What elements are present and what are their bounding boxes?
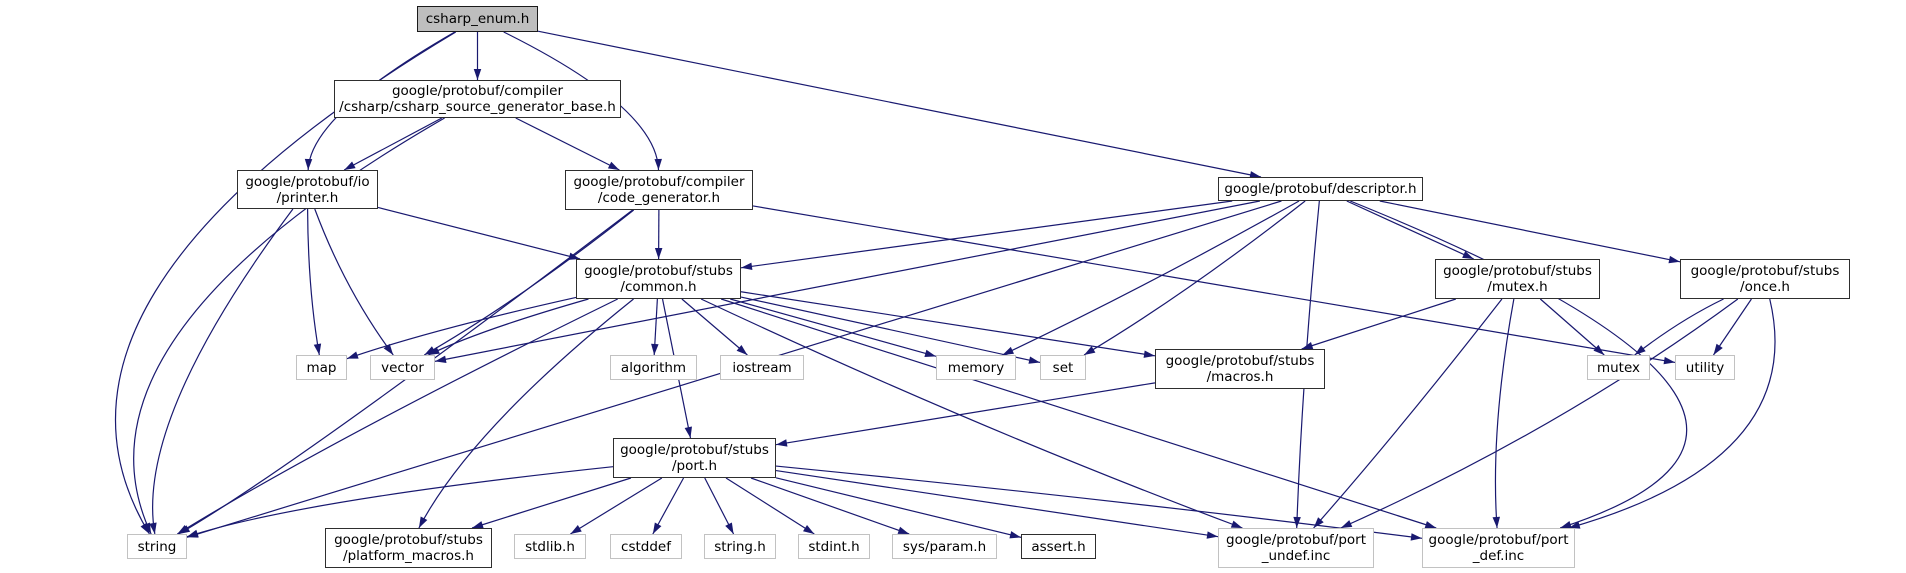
node-label: /once.h	[1740, 279, 1790, 295]
include-edge-onceh-to-def	[1569, 299, 1775, 528]
arrowhead	[1341, 520, 1353, 528]
include-edge-port-to-stdinth	[726, 478, 814, 534]
include-edge-common-to-memory	[730, 299, 936, 356]
node-label: csharp_enum.h	[425, 11, 530, 27]
include-edge-port-to-platform	[472, 478, 631, 528]
node-label: google/protobuf/compiler	[573, 174, 745, 190]
arrowhead	[570, 525, 581, 534]
node-codegen[interactable]	[565, 170, 753, 210]
include-edge-common-to-def	[721, 299, 1436, 528]
include-edge-printer-to-vector	[315, 209, 393, 355]
arrowhead	[1009, 531, 1021, 538]
node-label: google/protobuf/port	[1226, 532, 1366, 548]
arrowhead	[1668, 256, 1680, 263]
arrowhead	[653, 523, 662, 534]
arrowhead	[651, 344, 658, 355]
arrowhead	[1084, 346, 1095, 355]
include-edge-descriptor-to-vector	[435, 201, 1260, 361]
arrowhead	[1411, 533, 1422, 540]
arrowhead	[654, 159, 661, 170]
node-label: /platform_macros.h	[343, 548, 474, 564]
node-label: google/protobuf/stubs	[1443, 263, 1592, 279]
arrowhead	[1231, 521, 1243, 528]
include-edge-mutexh-to-undef	[1314, 299, 1502, 528]
node-platform[interactable]	[325, 528, 492, 568]
arrowhead	[419, 517, 427, 528]
node-label: /macros.h	[1206, 369, 1274, 385]
arrowhead	[305, 159, 312, 170]
node-csharp-enum	[417, 6, 538, 32]
node-macros[interactable]	[1155, 349, 1325, 389]
include-edge-descriptor-to-memory	[1002, 201, 1299, 355]
include-edge-onceh-to-mutex_std	[1635, 299, 1724, 355]
arrowhead	[1493, 517, 1500, 528]
arrowhead	[608, 162, 620, 170]
arrowhead	[898, 527, 910, 534]
node-def	[1422, 528, 1575, 568]
include-edge-printer-to-map	[308, 209, 320, 355]
arrowhead	[685, 426, 692, 438]
node-utility	[1675, 355, 1735, 380]
node-onceh[interactable]	[1680, 259, 1850, 299]
include-edge-port-to-asserth	[776, 478, 1021, 538]
node-label: /common.h	[620, 279, 697, 295]
arrowhead	[1664, 357, 1675, 364]
include-edge-macros-to-port	[776, 383, 1155, 445]
node-label: iostream	[732, 359, 792, 376]
node-label: /csharp/csharp_source_generator_base.h	[339, 99, 616, 115]
arrowhead	[655, 248, 662, 259]
include-edge-descriptor-to-mutexh	[1347, 201, 1474, 259]
node-base[interactable]	[334, 80, 621, 118]
include-edge-common-to-platform	[419, 299, 634, 528]
node-label: google/protobuf/descriptor.h	[1224, 181, 1417, 197]
node-label: /mutex.h	[1487, 279, 1548, 295]
include-edge-common-to-string_std	[177, 299, 617, 534]
include-edge-port-to-stdlib	[570, 478, 661, 534]
node-cstddef	[610, 534, 682, 559]
node-memory	[936, 355, 1016, 380]
node-string-std	[127, 534, 187, 559]
include-edge-descriptor-to-onceh	[1380, 201, 1680, 262]
include-edge-descriptor-to-set	[1084, 201, 1305, 355]
node-label: stdint.h	[808, 538, 860, 555]
node-asserth[interactable]	[1021, 534, 1096, 559]
node-label: memory	[947, 359, 1005, 376]
node-label: cstddef	[621, 538, 671, 555]
arrowhead	[474, 69, 482, 80]
node-label: _undef.inc	[1261, 548, 1331, 564]
node-sysparam	[892, 534, 997, 559]
arrowhead	[1144, 350, 1155, 357]
node-common[interactable]	[576, 259, 741, 299]
arrowhead	[1635, 345, 1646, 355]
node-label: mutex	[1596, 359, 1641, 376]
node-mutexh[interactable]	[1435, 259, 1600, 299]
include-edge-base-to-codegen	[516, 118, 620, 170]
node-label: stdlib.h	[525, 538, 575, 555]
node-label: sys/param.h	[902, 538, 987, 555]
node-label: /port.h	[671, 458, 718, 474]
arrowhead	[741, 263, 752, 270]
node-stdlib	[514, 534, 586, 559]
node-label: assert.h	[1031, 538, 1086, 555]
node-map	[296, 355, 347, 380]
node-label: google/protobuf/compiler	[391, 83, 564, 99]
include-edge-base-to-printer	[344, 118, 442, 170]
arrowhead	[924, 350, 936, 357]
node-label: google/protobuf/port	[1428, 532, 1569, 548]
arrowhead	[725, 523, 733, 534]
include-edge-port-to-string_std	[187, 467, 613, 537]
include-edge-common-to-map	[347, 297, 576, 358]
node-iostream	[720, 355, 804, 380]
node-set	[1040, 355, 1086, 380]
node-port[interactable]	[613, 438, 776, 478]
node-label: google/protobuf/stubs	[1690, 263, 1840, 279]
node-vector	[370, 355, 435, 380]
node-algorithm	[610, 355, 697, 380]
node-label: string.h	[714, 538, 766, 555]
node-descriptor[interactable]	[1218, 177, 1423, 201]
arrowhead	[1713, 344, 1722, 355]
node-label: google/protobuf/io	[245, 173, 370, 190]
arrowhead	[347, 352, 359, 359]
node-label: set	[1052, 359, 1074, 376]
node-label: google/protobuf/stubs	[584, 263, 733, 279]
include-edge-descriptor-to-common	[741, 201, 1232, 268]
node-printer[interactable]	[237, 170, 378, 209]
node-stringh	[704, 534, 776, 559]
include-edge-mutexh-to-macros	[1302, 299, 1456, 349]
arrowhead	[776, 439, 787, 446]
node-stdinth	[798, 534, 870, 559]
node-label: utility	[1685, 359, 1725, 376]
node-label: google/protobuf/stubs	[1165, 353, 1315, 369]
node-label: string	[137, 538, 177, 555]
include-edge-common-to-undef	[701, 299, 1242, 528]
arrowhead	[1002, 347, 1014, 355]
include-edge-onceh-to-undef	[1341, 299, 1738, 528]
arrowhead	[803, 525, 814, 534]
include-edge-printer-to-common	[378, 207, 580, 259]
arrowhead	[314, 344, 321, 355]
include-edge-port-to-undef	[776, 471, 1218, 537]
arrowhead	[1207, 531, 1218, 538]
node-label: map	[306, 359, 337, 376]
node-label: _def.inc	[1472, 548, 1525, 564]
node-label: /code_generator.h	[597, 190, 721, 206]
include-edge-printer-to-string_std	[153, 209, 293, 534]
arrowhead	[344, 162, 355, 170]
node-label: algorithm	[620, 359, 687, 376]
node-label: google/protobuf/stubs	[620, 442, 769, 458]
node-undef	[1218, 528, 1374, 568]
include-edge-csharp_enum-to-descriptor	[538, 31, 1261, 177]
node-mutex-std	[1587, 355, 1650, 380]
node-label: vector	[381, 359, 424, 376]
node-label: /printer.h	[276, 189, 339, 206]
node-label: google/protobuf/stubs	[334, 532, 483, 548]
